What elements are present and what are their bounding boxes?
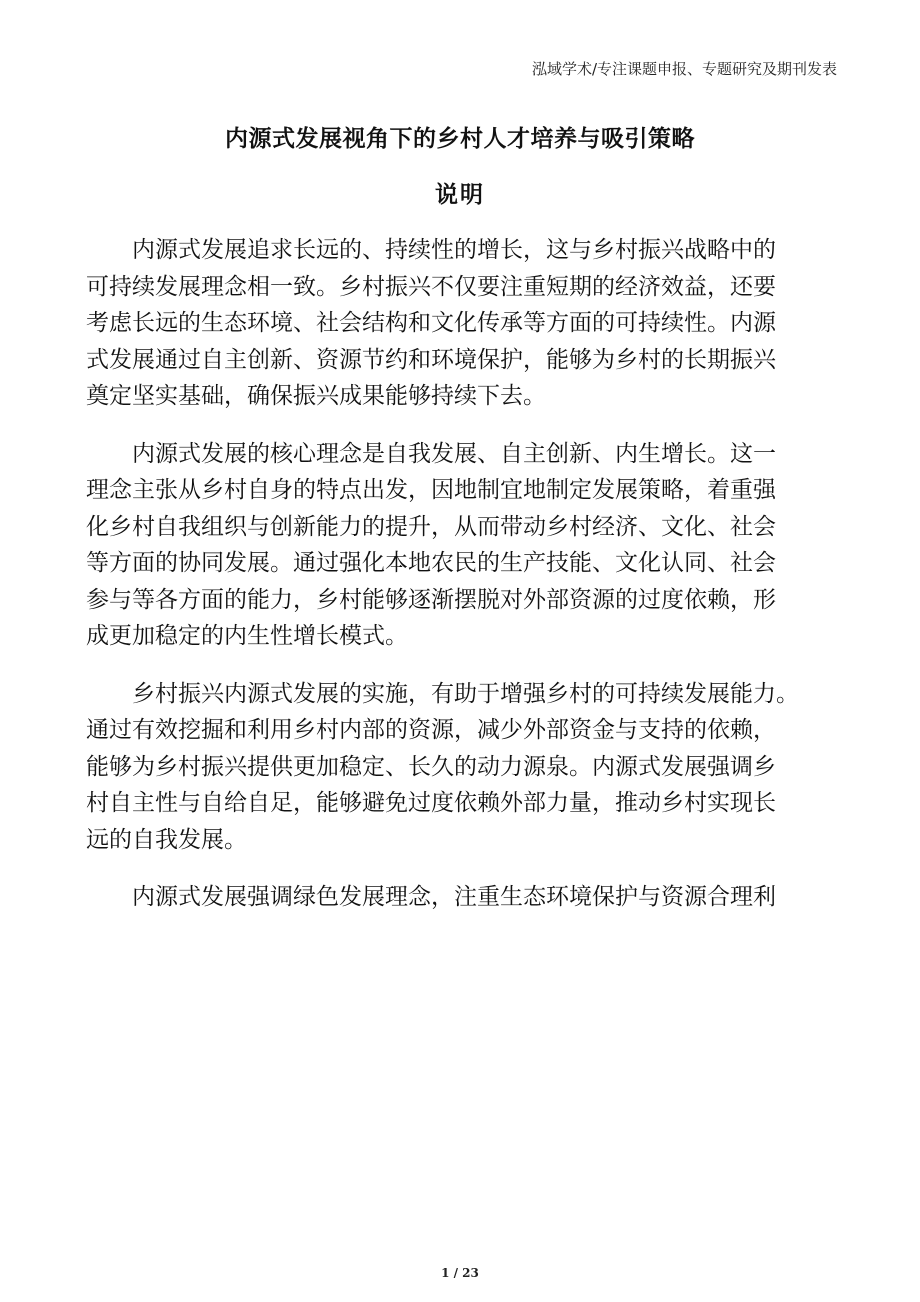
paragraph-line: 成更加稳定的内生性增长模式。	[86, 623, 408, 649]
paragraph-line: 远的自我发展。	[86, 826, 247, 853]
paragraph-line: 能够为乡村振兴提供更加稳定、长久的动力源泉。内源式发展强调乡	[86, 753, 776, 780]
paragraph-line: 考虑长远的生态环境、社会结构和文化传承等方面的可持续性。内源	[86, 310, 776, 336]
document-body	[86, 232, 846, 937]
paragraph-line: 通过有效挖掘和利用乡村内部的资源，减少外部资金与支持的依赖，	[86, 717, 776, 743]
paragraph-line: 参与等各方面的能力，乡村能够逐渐摆脱对外部资源的过度依赖，形	[86, 586, 776, 613]
paragraph-3	[86, 676, 846, 859]
paragraph-line: 奠定坚实基础，确保振兴成果能够持续下去。	[86, 383, 546, 409]
paragraph-line: 内源式发展强调绿色发展理念，注重生态环境保护与资源合理利	[132, 884, 776, 910]
paragraph-1	[86, 232, 846, 415]
paragraph-line: 式发展通过自主创新、资源节约和环境保护，能够为乡村的长期振兴	[86, 346, 776, 373]
page-header: 泓域学术/专注课题申报、专题研究及期刊发表	[531, 60, 837, 78]
paragraph-line: 可持续发展理念相一致。乡村振兴不仅要注重短期的经济效益，还要	[86, 273, 776, 300]
document-subtitle: 说明	[435, 182, 485, 208]
paragraph-line: 等方面的协同发展。通过强化本地农民的生产技能、文化认同、社会	[86, 550, 776, 576]
paragraph-line: 内源式发展追求长远的、持续性的增长，这与乡村振兴战略中的	[132, 237, 776, 263]
paragraph-2	[86, 436, 846, 655]
paragraph-line: 内源式发展的核心理念是自我发展、自主创新、内生增长。这一	[132, 440, 776, 467]
paragraph-line: 理念主张从乡村自身的特点出发，因地制宜地制定发展策略，着重强	[86, 477, 776, 503]
document-title: 内源式发展视角下的乡村人才培养与吸引策略	[225, 126, 695, 152]
paragraph-4	[86, 879, 846, 916]
paragraph-line: 化乡村自我组织与创新能力的提升，从而带动乡村经济、文化、社会	[86, 513, 776, 540]
page-number: 1 / 23	[441, 1266, 479, 1280]
paragraph-line: 村自主性与自给自足，能够避免过度依赖外部力量，推动乡村实现长	[86, 790, 776, 816]
paragraph-line: 乡村振兴内源式发展的实施，有助于增强乡村的可持续发展能力。	[132, 680, 799, 707]
